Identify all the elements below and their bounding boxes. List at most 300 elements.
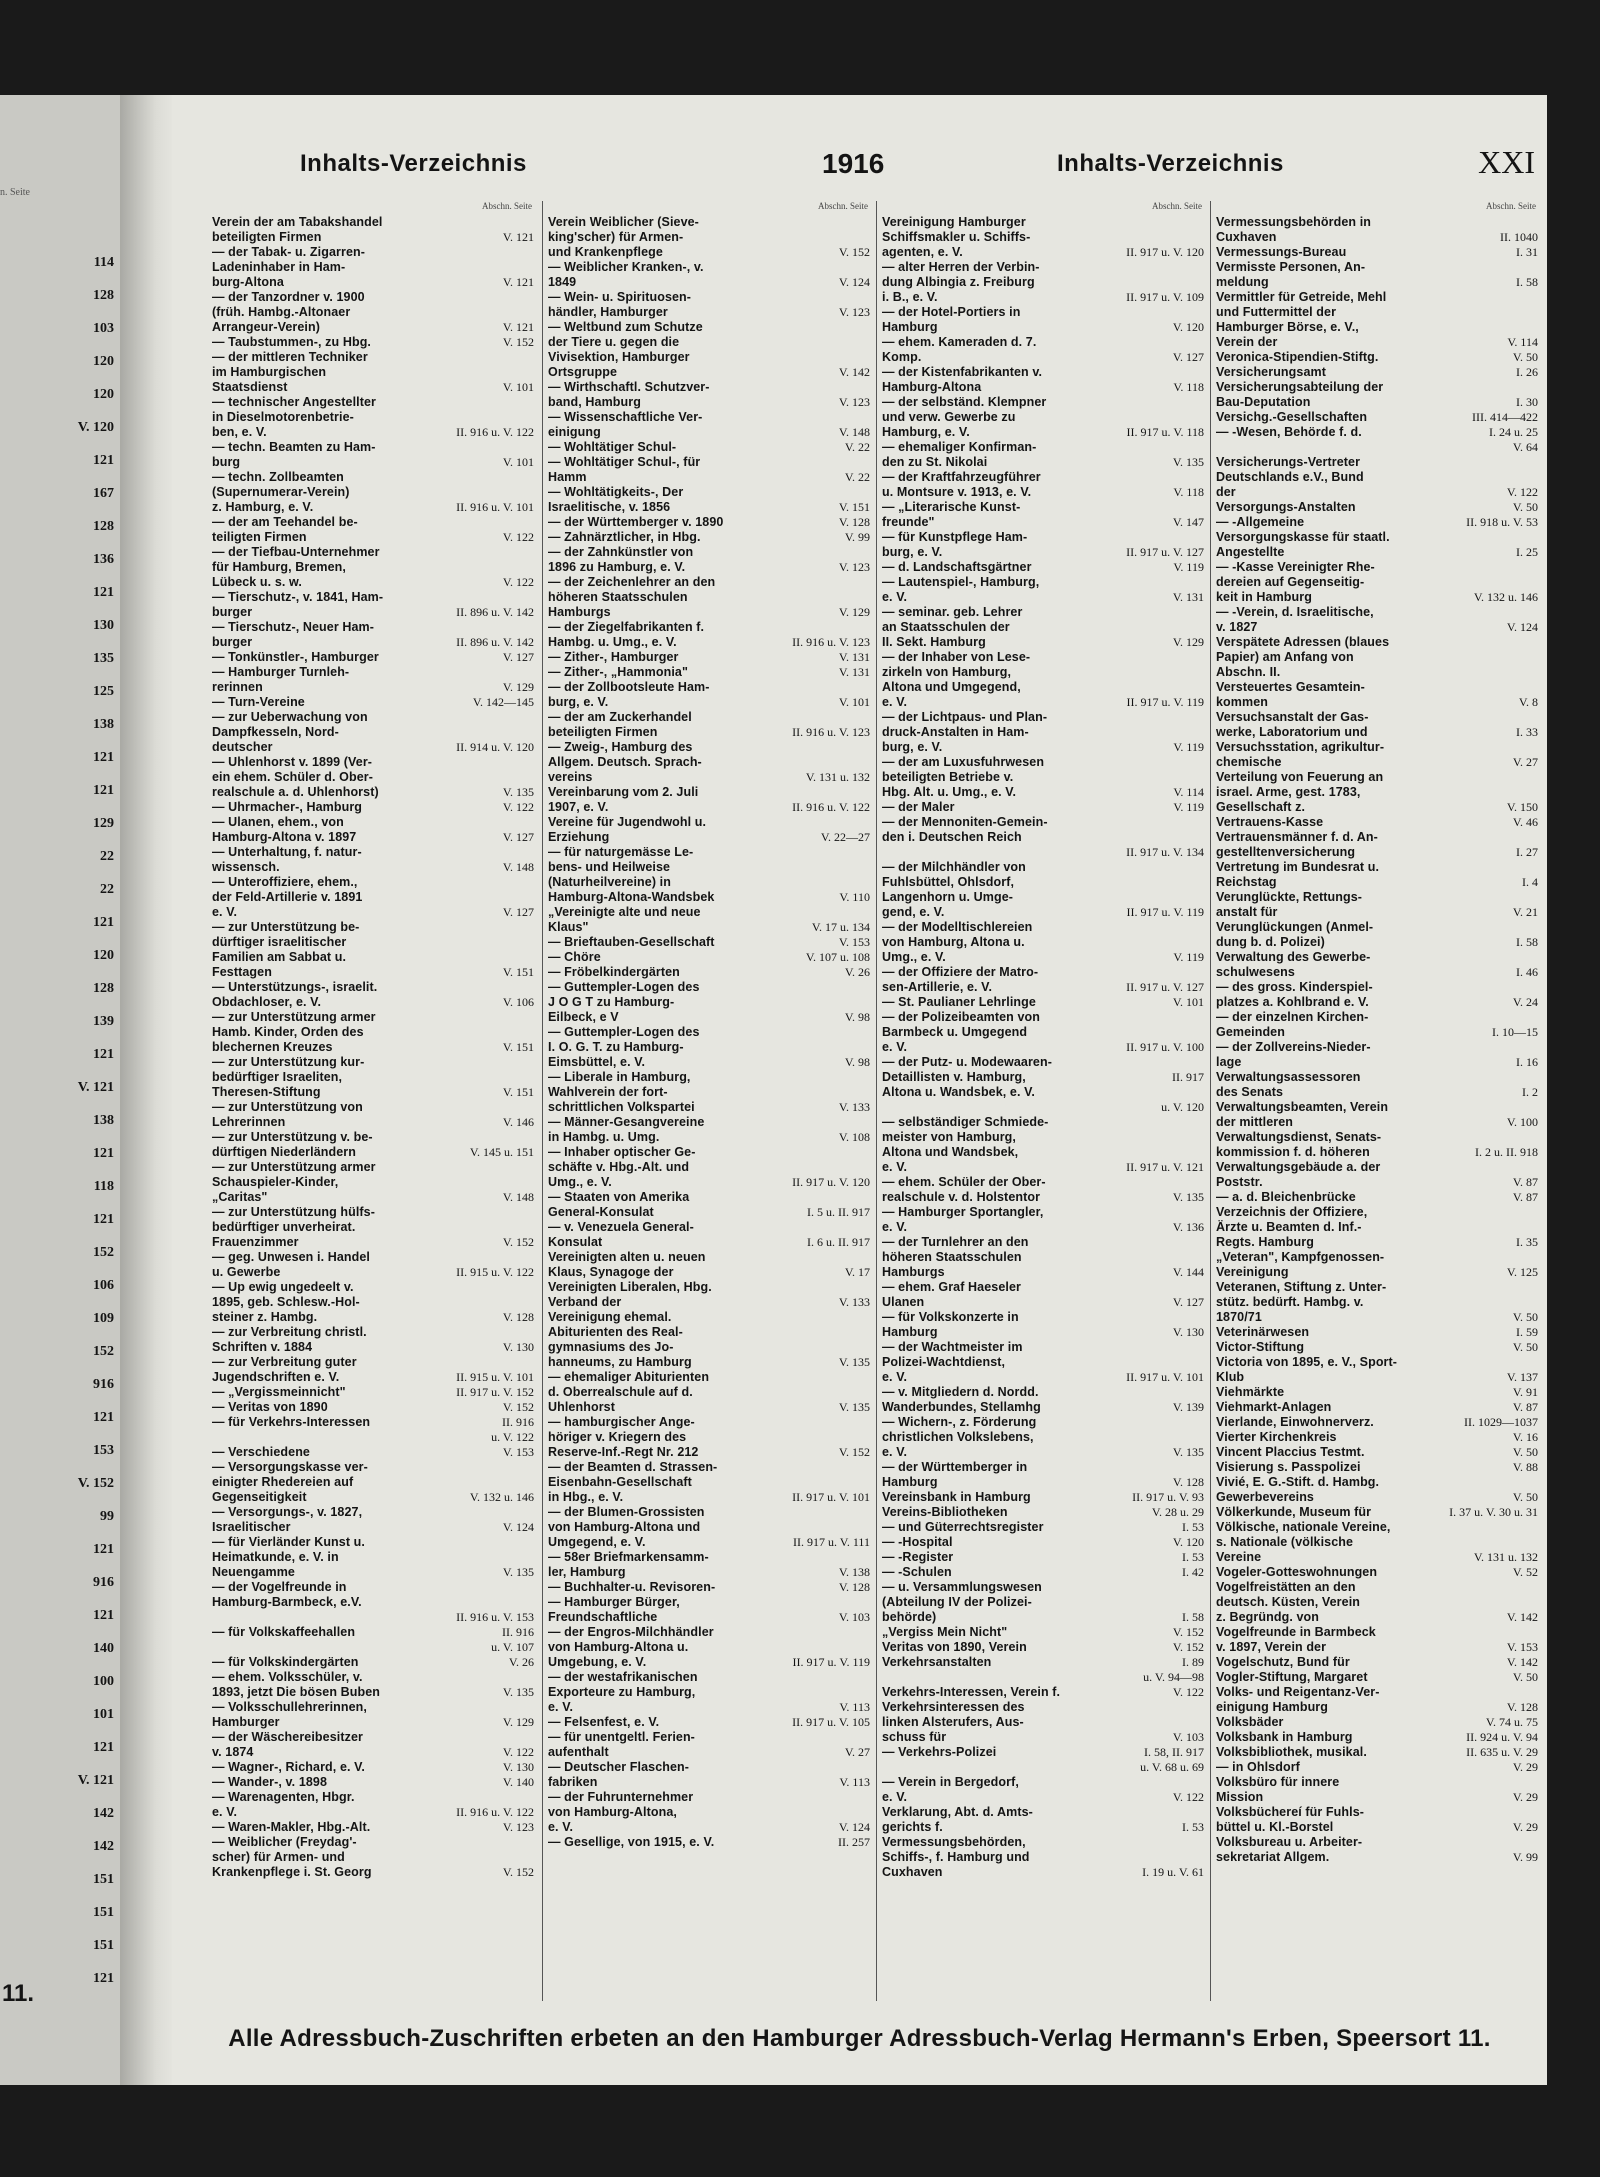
entry-reference: V. 124 — [1506, 620, 1538, 634]
entry-text: Altona u. Wandsbek, e. V. — [882, 1085, 1035, 1099]
entry-reference: V. 99 — [844, 530, 870, 544]
entry-text: Bau-Deputation — [1216, 395, 1311, 409]
index-entry — [1216, 320, 1538, 335]
entry-text: — der Württemberger in — [882, 1460, 1028, 1474]
page-header — [172, 144, 1547, 190]
entry-reference: I. 19 u. V. 61 — [1142, 1865, 1204, 1879]
index-entry — [212, 1715, 534, 1730]
entry-text: den zu St. Nikolai — [882, 455, 988, 469]
entry-text: — Tonkünstler-, Hamburger — [212, 650, 379, 664]
entry-text: Volks- und Reigentanz-Ver- — [1216, 1685, 1380, 1699]
entry-text: — Weltbund zum Schutze — [548, 320, 703, 334]
entry-text: Victoria von 1895, e. V., Sport- — [1216, 1355, 1398, 1369]
index-entry — [548, 1325, 870, 1340]
entry-reference: V. 123 — [838, 305, 870, 319]
entry-text: — für Vierländer Kunst u. — [212, 1535, 365, 1549]
index-entry — [882, 605, 1204, 620]
index-entry — [1216, 1790, 1538, 1805]
entry-text: — Versorgungs-, v. 1827, — [212, 1505, 363, 1519]
index-entry — [882, 1745, 1204, 1760]
entry-text: Allgem. Deutsch. Sprach- — [548, 755, 702, 769]
index-entry — [882, 1550, 1204, 1565]
entry-text: z. Hamburg, e. V. — [212, 500, 314, 514]
index-entry — [212, 320, 534, 335]
entry-reference: II. 917 u. V. 127 — [1126, 980, 1204, 994]
index-entry — [548, 470, 870, 485]
entry-reference: V. 128 — [1172, 1475, 1204, 1489]
entry-text: Hamburg — [882, 1475, 938, 1489]
entry-text: — und Güterrechtsregister — [882, 1520, 1044, 1534]
entry-reference: V. 129 — [502, 680, 534, 694]
entry-reference: V. 148 — [502, 1190, 534, 1204]
index-entry — [212, 1820, 534, 1835]
entry-reference: V. 119 — [1173, 740, 1204, 754]
entry-text: — Brieftauben-Gesellschaft — [548, 935, 715, 949]
entry-reference: V. 122 — [1172, 1685, 1204, 1699]
entry-reference: V. 135 — [502, 1565, 534, 1579]
left-page-number: V. 120 — [77, 420, 114, 435]
index-entry — [1216, 1355, 1538, 1370]
index-entry — [1216, 275, 1538, 290]
entry-text: Umg., e. V. — [548, 1175, 612, 1189]
entry-text: Vogler-Stiftung, Margaret — [1216, 1670, 1368, 1684]
entry-reference: V. 152 — [1172, 1625, 1204, 1639]
entry-text: II. Sekt. Hamburg — [882, 635, 986, 649]
entry-reference: V. 22 — [844, 440, 870, 454]
index-entry — [212, 950, 534, 965]
index-entry — [548, 1475, 870, 1490]
entry-text: ein ehem. Schüler d. Ober- — [212, 770, 373, 784]
entry-text: Regts. Hamburg — [1216, 1235, 1314, 1249]
entry-text: — der Fuhrunternehmer — [548, 1790, 694, 1804]
entry-text: — Wohltätigkeits-, Der — [548, 485, 684, 499]
entry-text: Vereinigung Hamburger — [882, 215, 1026, 229]
entry-text: — ehem. Graf Haeseler — [882, 1280, 1021, 1294]
entry-text: — zur Unterstützung von — [212, 1100, 363, 1114]
entry-reference: II. 917 u. V. 93 — [1132, 1490, 1204, 1504]
entry-text: höheren Staatsschulen — [882, 1250, 1022, 1264]
entry-text: General-Konsulat — [548, 1205, 654, 1219]
index-entry — [1216, 335, 1538, 350]
entry-text: Wanderbundes, Stellamhg — [882, 1400, 1041, 1414]
index-entry — [548, 260, 870, 275]
index-entry — [212, 1505, 534, 1520]
index-entry — [882, 1835, 1204, 1850]
entry-text: v. 1897, Verein der — [1216, 1640, 1327, 1654]
entry-text: Verein der am Tabakshandel — [212, 215, 383, 229]
entry-reference: I. 58, II. 917 — [1144, 1745, 1204, 1759]
index-entry — [548, 425, 870, 440]
entry-text: Vereinigten alten u. neuen — [548, 1250, 706, 1264]
entry-reference: I. 53 — [1182, 1520, 1204, 1534]
entry-text: — Hamburger Turnleh- — [212, 665, 350, 679]
entry-text: Viehmärkte — [1216, 1385, 1285, 1399]
entry-text: — Zweig-, Hamburg des — [548, 740, 693, 754]
entry-reference: II. 917 u. V. 111 — [792, 1535, 870, 1549]
entry-reference: I. 2 u. II. 918 — [1475, 1145, 1538, 1159]
entry-text: — d. Landschaftsgärtner — [882, 560, 1032, 574]
index-entry — [548, 1535, 870, 1550]
index-entry — [1216, 410, 1538, 425]
entry-reference: V. 123 — [838, 395, 870, 409]
entry-reference: V. 114 — [1507, 335, 1538, 349]
index-entry — [548, 1400, 870, 1415]
entry-reference: V. 152 — [1172, 1640, 1204, 1654]
entry-text: werke, Laboratorium und — [1216, 725, 1368, 739]
entry-reference: V. 135 — [502, 1685, 534, 1699]
entry-reference: V. 135 — [1172, 455, 1204, 469]
index-entry — [882, 410, 1204, 425]
entry-reference: V. 50 — [1512, 1340, 1538, 1354]
entry-text: — -Wesen, Behörde f. d. — [1216, 425, 1362, 439]
left-page-number: 22 — [100, 849, 114, 864]
entry-text: — Lautenspiel-, Hamburg, — [882, 575, 1040, 589]
entry-reference: V. 152 — [838, 1445, 870, 1459]
index-entry — [212, 380, 534, 395]
entry-text: Angestellte — [1216, 545, 1285, 559]
entry-reference: V. 17 — [844, 1265, 870, 1279]
entry-reference: u. V. 107 — [491, 1640, 534, 1654]
index-entry — [882, 920, 1204, 935]
entry-text: burg, e. V. — [548, 695, 609, 709]
entry-text: — der Tabak- u. Zigarren- — [212, 245, 365, 259]
index-entry — [212, 1760, 534, 1775]
index-entry — [212, 935, 534, 950]
entry-reference: II. 917 u. V. 101 — [792, 1490, 870, 1504]
entry-reference: V. 123 — [502, 1820, 534, 1834]
entry-text: — Verkehrs-Polizei — [882, 1745, 997, 1759]
index-entry — [1216, 980, 1538, 995]
entry-reference: V. 135 — [1172, 1445, 1204, 1459]
entry-reference: V. 147 — [1172, 515, 1204, 529]
index-entry — [882, 1445, 1204, 1460]
entry-text: (früh. Hambg.-Altonaer — [212, 305, 351, 319]
entry-text: — Wissenschaftliche Ver- — [548, 410, 703, 424]
index-entry — [1216, 1520, 1538, 1535]
entry-reference: II. 915 u. V. 101 — [456, 1370, 534, 1384]
index-column-3 — [882, 201, 1204, 2007]
entry-text: Vereinigten Liberalen, Hbg. — [548, 1280, 712, 1294]
entry-text: agenten, e. V. — [882, 245, 963, 259]
index-entry — [882, 560, 1204, 575]
entry-reference: I. 58 — [1182, 1610, 1204, 1624]
entry-text: Staatsdienst — [212, 380, 288, 394]
entry-reference: V. 103 — [1172, 1730, 1204, 1744]
entry-text: u. Montsure v. 1913, e. V. — [882, 485, 1032, 499]
index-entry — [548, 785, 870, 800]
entry-text: — in Ohlsdorf — [1216, 1760, 1300, 1774]
entry-text: z. Begründg. von — [1216, 1610, 1319, 1624]
index-entry — [212, 815, 534, 830]
index-entry — [548, 1835, 870, 1850]
entry-text: Eilbeck, e V — [548, 1010, 619, 1024]
entry-text: — selbständiger Schmiede- — [882, 1115, 1049, 1129]
entry-text: Hamburg-Altona-Wandsbek — [548, 890, 715, 904]
entry-text: „Veteran", Kampfgenossen- — [1216, 1250, 1385, 1264]
entry-text: e. V. — [882, 1220, 908, 1234]
index-entry — [548, 1655, 870, 1670]
index-entry — [1216, 1475, 1538, 1490]
index-entry — [548, 1445, 870, 1460]
entry-reference: V. 153 — [502, 1445, 534, 1459]
entry-text: — 58er Briefmarkensamm- — [548, 1550, 709, 1564]
index-entry — [882, 545, 1204, 560]
entry-text: — geg. Unwesen i. Handel — [212, 1250, 370, 1264]
index-entry — [212, 1730, 534, 1745]
index-entry — [1216, 1850, 1538, 1865]
index-entry — [212, 1160, 534, 1175]
entry-reference: V. 107 u. 108 — [805, 950, 870, 964]
entry-text: Vertrauens-Kasse — [1216, 815, 1324, 829]
entry-text: Krankenpflege i. St. Georg — [212, 1865, 372, 1879]
entry-text: einigung — [548, 425, 601, 439]
entry-text: Veterinärwesen — [1216, 1325, 1310, 1339]
entry-reference: V. 87 — [1512, 1190, 1538, 1204]
entry-reference: V. 131 — [1172, 590, 1204, 604]
entry-reference: II. 917 u. V. 127 — [1126, 545, 1204, 559]
entry-text: Visierung s. Passpolizei — [1216, 1460, 1361, 1474]
index-entry — [882, 905, 1204, 920]
entry-text: Abschn. II. — [1216, 665, 1281, 679]
entry-text: Cuxhaven — [1216, 230, 1277, 244]
entry-text: Victor-Stiftung — [1216, 1340, 1305, 1354]
index-entry — [548, 815, 870, 830]
page-footer: Alle Adressbuch-Zuschriften erbeten an den Hamburger Adressbuch-Verlag Hermann's Erben, Speersort 11. — [228, 2025, 1491, 2052]
index-entry — [212, 515, 534, 530]
entry-text: — -Schulen — [882, 1565, 952, 1579]
entry-text: Verwaltungsassessoren — [1216, 1070, 1361, 1084]
index-entry — [882, 1625, 1204, 1640]
entry-text: i. B., e. V. — [882, 290, 938, 304]
entry-text: gerichts f. — [882, 1820, 943, 1834]
index-entry — [548, 875, 870, 890]
index-entry — [212, 365, 534, 380]
index-entry — [212, 530, 534, 545]
column-head: Abschn. Seite — [818, 201, 868, 211]
entry-text: — Wohltätiger Schul-, für — [548, 455, 701, 469]
entry-text: einigung Hamburg — [1216, 1700, 1329, 1714]
entry-reference: II. 916 — [502, 1415, 534, 1429]
index-entry — [882, 635, 1204, 650]
entry-reference: u. V. 120 — [1161, 1100, 1204, 1114]
entry-reference: V. 123 — [838, 560, 870, 574]
index-entry — [548, 695, 870, 710]
entry-text: — für unentgeltl. Ferien- — [548, 1730, 695, 1744]
entry-text: — der Hotel-Portiers in — [882, 305, 1021, 319]
entry-reference: V. 127 — [1172, 1295, 1204, 1309]
index-entry — [882, 665, 1204, 680]
entry-text: Volksbureau u. Arbeiter- — [1216, 1835, 1363, 1849]
index-entry — [882, 305, 1204, 320]
index-entry — [882, 1340, 1204, 1355]
index-entry — [548, 1715, 870, 1730]
index-entry — [882, 935, 1204, 950]
index-entry — [1216, 560, 1538, 575]
index-entry — [548, 1220, 870, 1235]
entry-text: Mission — [1216, 1790, 1264, 1804]
entry-reference: V. 122 — [1506, 485, 1538, 499]
left-page-number: 916 — [93, 1575, 114, 1590]
entry-reference: V. 22 — [844, 470, 870, 484]
entry-text: Volksbibliothek, musikal. — [1216, 1745, 1367, 1759]
index-entry — [1216, 755, 1538, 770]
index-entry — [212, 1220, 534, 1235]
index-entry — [212, 1400, 534, 1415]
index-entry — [1216, 1460, 1538, 1475]
index-entry — [882, 1730, 1204, 1745]
index-entry — [212, 1535, 534, 1550]
entry-text: d. Oberrealschule auf d. — [548, 1385, 693, 1399]
entry-reference: V. 88 — [1512, 1460, 1538, 1474]
entry-text: — „Literarische Kunst- — [882, 500, 1021, 514]
entry-text: Lehrerinnen — [212, 1115, 286, 1129]
entry-text: J O G T zu Hamburg- — [548, 995, 675, 1009]
entry-text: Vermessungs-Bureau — [1216, 245, 1347, 259]
index-entry — [882, 1205, 1204, 1220]
entry-text: — zur Unterstützung armer — [212, 1010, 376, 1024]
index-entry — [548, 290, 870, 305]
entry-reference: I. 42 — [1182, 1565, 1204, 1579]
entry-text: 1907, e. V. — [548, 800, 609, 814]
entry-reference: V. 152 — [838, 245, 870, 259]
entry-text: in Dieselmotorenbetrie- — [212, 410, 354, 424]
entry-text: Reserve-Inf.-Regt Nr. 212 — [548, 1445, 699, 1459]
entry-text: Arrangeur-Verein) — [212, 320, 320, 334]
entry-text: Volksbäder — [1216, 1715, 1284, 1729]
entry-text: e. V. — [212, 905, 238, 919]
entry-text: den i. Deutschen Reich — [882, 830, 1022, 844]
entry-reference: V. 120 — [1172, 320, 1204, 334]
index-entry — [548, 410, 870, 425]
index-entry — [212, 1595, 534, 1610]
entry-reference: V. 128 — [838, 515, 870, 529]
entry-text: Hamb. Kinder, Orden des — [212, 1025, 364, 1039]
index-entry — [548, 1340, 870, 1355]
index-entry — [882, 590, 1204, 605]
entry-reference: V. 50 — [1512, 350, 1538, 364]
entry-text: king'scher) für Armen- — [548, 230, 684, 244]
index-entry — [882, 1310, 1204, 1325]
entry-reference: II. 257 — [838, 1835, 870, 1849]
entry-text: Klub — [1216, 1370, 1245, 1384]
index-entry — [548, 245, 870, 260]
index-entry — [548, 1790, 870, 1805]
entry-reference: V. 130 — [502, 1340, 534, 1354]
index-entry — [882, 1265, 1204, 1280]
page-number: XXI — [1478, 144, 1535, 180]
entry-text: — zur Verbreitung christl. — [212, 1325, 367, 1339]
entry-text: Hamburg-Altona v. 1897 — [212, 830, 357, 844]
index-entry — [548, 920, 870, 935]
entry-reference: V. 142—145 — [472, 695, 534, 709]
index-entry — [1216, 230, 1538, 245]
index-entry — [1216, 545, 1538, 560]
index-entry — [212, 1490, 534, 1505]
entry-reference: II. 896 u. V. 142 — [456, 605, 534, 619]
entry-reference: I. 10—15 — [1492, 1025, 1538, 1039]
entry-text: Veritas von 1890, Verein — [882, 1640, 1027, 1654]
entry-reference: V. 122 — [502, 800, 534, 814]
index-entry — [882, 320, 1204, 335]
entry-text: e. V. — [882, 695, 908, 709]
index-entry — [548, 965, 870, 980]
index-entry — [882, 1385, 1204, 1400]
index-entry — [1216, 440, 1538, 455]
index-entry — [882, 1085, 1204, 1100]
column-head: Abschn. Seite — [482, 201, 532, 211]
index-entry — [1216, 935, 1538, 950]
entry-text: Altona und Umgegend, — [882, 680, 1021, 694]
entry-reference: II. 917 u. V. 152 — [456, 1385, 534, 1399]
entry-text: Vermessungsbehörden, — [882, 1835, 1026, 1849]
entry-text: realschule a. d. Uhlenhorst) — [212, 785, 379, 799]
index-entry — [212, 350, 534, 365]
entry-reference: V. 50 — [1512, 500, 1538, 514]
index-entry — [1216, 215, 1538, 230]
index-entry — [212, 1205, 534, 1220]
entry-text: lage — [1216, 1055, 1242, 1069]
index-entry — [548, 1250, 870, 1265]
index-entry — [882, 1475, 1204, 1490]
index-entry — [212, 1805, 534, 1820]
entry-text: Vogelschutz, Bund für — [1216, 1655, 1350, 1669]
index-entry — [1216, 1580, 1538, 1595]
entry-text: — Liberale in Hamburg, — [548, 1070, 691, 1084]
entry-text: realschule v. d. Holstentor — [882, 1190, 1041, 1204]
index-entry — [882, 350, 1204, 365]
entry-text: — Volksschullehrerinnen, — [212, 1700, 367, 1714]
entry-text: — der Ziegelfabrikanten f. — [548, 620, 705, 634]
index-entry — [882, 275, 1204, 290]
entry-reference: V. 137 — [1506, 1370, 1538, 1384]
index-entry — [882, 515, 1204, 530]
entry-reference: I. 16 — [1516, 1055, 1538, 1069]
index-entry — [882, 1595, 1204, 1610]
entry-reference: I. 58 — [1516, 275, 1538, 289]
index-entry — [548, 1280, 870, 1295]
entry-reference: V. 121 — [502, 275, 534, 289]
index-entry — [548, 530, 870, 545]
entry-text: — -Register — [882, 1550, 954, 1564]
index-entry — [212, 425, 534, 440]
index-entry — [548, 230, 870, 245]
entry-text: Vereine für Jugendwohl u. — [548, 815, 707, 829]
index-entry — [882, 1415, 1204, 1430]
index-entry — [1216, 1280, 1538, 1295]
index-entry — [212, 1430, 534, 1445]
index-entry — [882, 455, 1204, 470]
index-entry — [548, 755, 870, 770]
entry-text: Vereinbarung vom 2. Juli — [548, 785, 699, 799]
index-entry — [212, 890, 534, 905]
entry-text: Fuhlsbüttel, Ohlsdorf, — [882, 875, 1015, 889]
entry-text: Lübeck u. s. w. — [212, 575, 302, 589]
entry-text: Hamburgs — [548, 605, 611, 619]
index-entry — [882, 1760, 1204, 1775]
index-entry — [882, 695, 1204, 710]
entry-text: — Inhaber optischer Ge- — [548, 1145, 696, 1159]
entry-text: linken Alsterufers, Aus- — [882, 1715, 1024, 1729]
entry-text: deutscher — [212, 740, 273, 754]
entry-reference: V. 127 — [502, 650, 534, 664]
entry-text: vereins — [548, 770, 593, 784]
entry-text: — Uhlenhorst v. 1899 (Ver- — [212, 755, 373, 769]
entry-text: 1870/71 — [1216, 1310, 1262, 1324]
entry-text: e. V. — [882, 590, 908, 604]
entry-text: — Unteroffiziere, ehem., — [212, 875, 358, 889]
left-page-number: 121 — [93, 453, 114, 468]
entry-reference: I. 5 u. II. 917 — [807, 1205, 870, 1219]
